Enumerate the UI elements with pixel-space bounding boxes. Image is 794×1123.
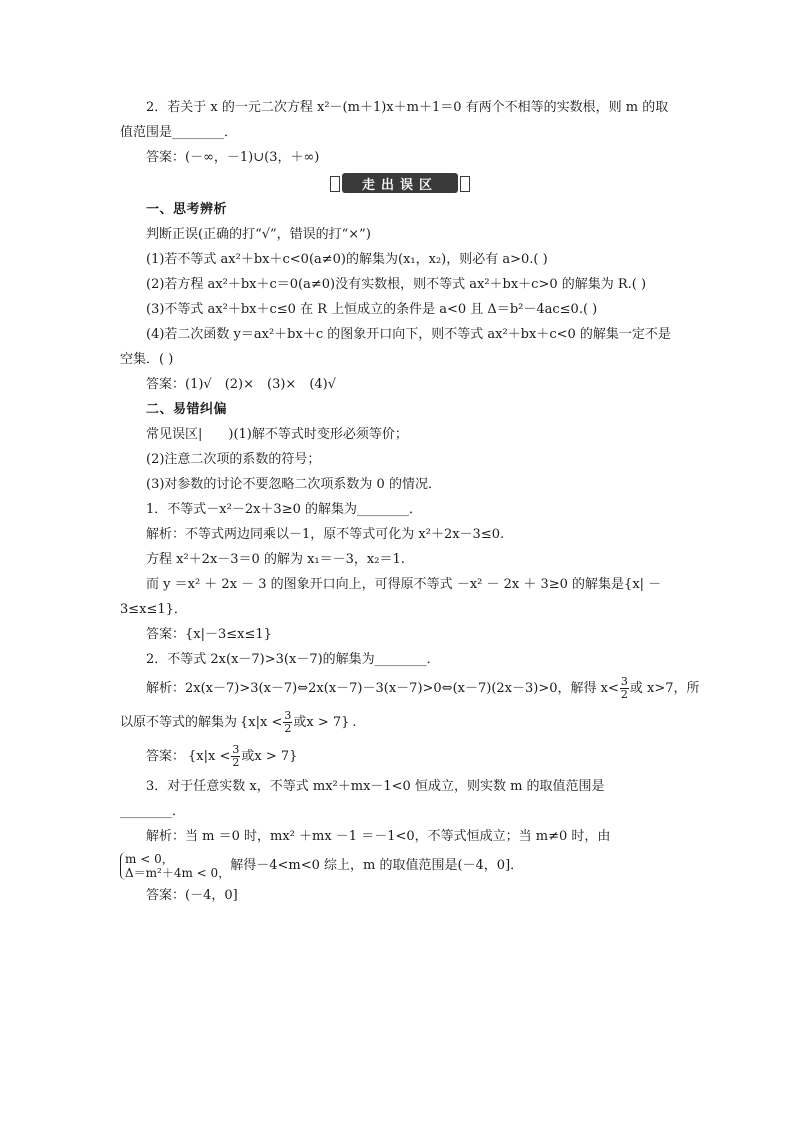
fraction-denominator: 2 xyxy=(284,722,292,735)
banner-label: 走出误区 xyxy=(342,173,458,193)
exercise-1-solution-3: 而 y ＝x² ＋ 2x － 3 的图象开口向上，可得原不等式 －x² － 2x ＋ 3≥0 的解集是{x| － xyxy=(146,577,662,592)
set-left: {x|x < xyxy=(188,749,231,764)
solution-set xyxy=(237,706,352,740)
exercise-3-solution-2 xyxy=(120,849,680,883)
judgement-answers: 答案：(1)√ (2)× (3)× (4)√ xyxy=(146,377,337,392)
judgement-2: (2)若方程 ax²＋bx＋c＝0(a≠0)没有实数根，则不等式 ax²＋bx＋c>0 的解集为 R.( ) xyxy=(146,277,647,292)
set-right: 或x > 7} xyxy=(241,749,298,764)
judgement-3: (3)不等式 ax²＋bx＋c≤0 在 R 上恒成立的条件是 a<0 且 Δ＝b²－4ac≤0.( ) xyxy=(146,302,598,317)
fraction-numerator: 3 xyxy=(284,709,292,722)
condition-system xyxy=(120,852,230,880)
question-2-line-2: 值范围是________． xyxy=(120,125,238,140)
fraction-three-halves xyxy=(620,676,629,701)
pitfall-3: (3)对参数的讨论不要忽略二次项系数为 0 的情况． xyxy=(146,477,441,492)
exercise-3-line-1: 3．对于任意实数 x，不等式 mx²＋mx－1<0 恒成立，则实数 m 的取值范围是 xyxy=(146,779,605,794)
instruction: 判断正误(正确的打“√”，错误的打“×”) xyxy=(146,227,371,242)
judgement-1: (1)若不等式 ax²＋bx＋c<0(a≠0)的解集为(x₁，x₂)，则必有 a>0.( ) xyxy=(146,252,548,267)
answer-set xyxy=(185,740,300,774)
fraction-three-halves xyxy=(231,744,240,769)
solution-text: 以原不等式的解集为 xyxy=(120,715,238,730)
pitfall-1: 常见误区| )(1)解不等式时变形必须等价； xyxy=(146,427,408,442)
judgement-4-line-2: 空集．( ) xyxy=(120,352,174,367)
section-heading-2: 二、易错纠偏 xyxy=(146,402,228,417)
exercise-1-solution-1: 解析：不等式两边同乘以－1，原不等式可化为 x²＋2x－3≤0. xyxy=(146,527,505,542)
set-left: {x|x < xyxy=(240,715,283,730)
period: . xyxy=(352,715,357,730)
exercise-1: 1．不等式－x²－2x＋3≥0 的解集为________． xyxy=(146,502,422,517)
solution-text: 解析：2x(x－7)>3(x－7)⇔2x(x－7)－3(x－7)>0⇔(x－7)(2x－3)>0，解得 x< xyxy=(146,681,619,696)
exercise-3-answer: 答案：(－4，0] xyxy=(146,888,238,903)
answer-2: 答案：(－∞，－1)∪(3，＋∞) xyxy=(146,150,320,165)
section-heading-1: 一、思考辨析 xyxy=(146,202,228,217)
solution-text-tail: 或 x>7，所 xyxy=(629,681,700,696)
exercise-1-solution-2: 方程 x²＋2x－3＝0 的解为 x₁＝－3，x₂＝1. xyxy=(146,552,405,567)
exercise-2-solution-1 xyxy=(120,672,700,706)
judgement-4-line-1: (4)若二次函数 y＝ax²＋bx＋c 的图象开口向下，则不等式 ax²＋bx＋c<0 的解集一定不是 xyxy=(146,327,671,342)
exercise-3-solution-1: 解析：当 m ＝0 时，mx² ＋mx －1 ＝－1<0，不等式恒成立；当 m≠0 时，由 xyxy=(146,829,611,844)
page-content xyxy=(120,95,700,908)
pitfall-2: (2)注意二次项的系数的符号； xyxy=(146,452,321,467)
solution-text: 解得－4<m<0 综上，m 的取值范围是(－4，0]． xyxy=(230,858,524,873)
condition-2: Δ＝m²＋4m < 0， xyxy=(125,865,231,880)
exercise-3-line-2: ________． xyxy=(120,804,186,819)
exercise-2-solution-2 xyxy=(120,706,680,740)
fraction-denominator: 2 xyxy=(620,688,628,701)
section-banner xyxy=(120,173,680,193)
fraction-numerator: 3 xyxy=(232,743,240,756)
condition-1: m < 0， xyxy=(125,851,174,866)
exercise-2: 2．不等式 2x(x－7)>3(x－7)的解集为________． xyxy=(146,652,440,667)
set-right: 或x > 7} xyxy=(293,715,350,730)
answer-label: 答案： xyxy=(146,749,186,764)
exercise-1-answer: 答案：{x|－3≤x≤1} xyxy=(146,627,272,642)
fraction-denominator: 2 xyxy=(232,756,240,769)
fraction-numerator: 3 xyxy=(620,675,628,688)
fraction-three-halves xyxy=(283,710,292,735)
exercise-1-solution-4: 3≤x≤1}． xyxy=(120,602,187,617)
exercise-2-answer xyxy=(120,740,680,774)
question-2-line-1: 2．若关于 x 的一元二次方程 x²－(m＋1)x＋m＋1＝0 有两个不相等的实数根，则 m 的取 xyxy=(146,100,669,115)
